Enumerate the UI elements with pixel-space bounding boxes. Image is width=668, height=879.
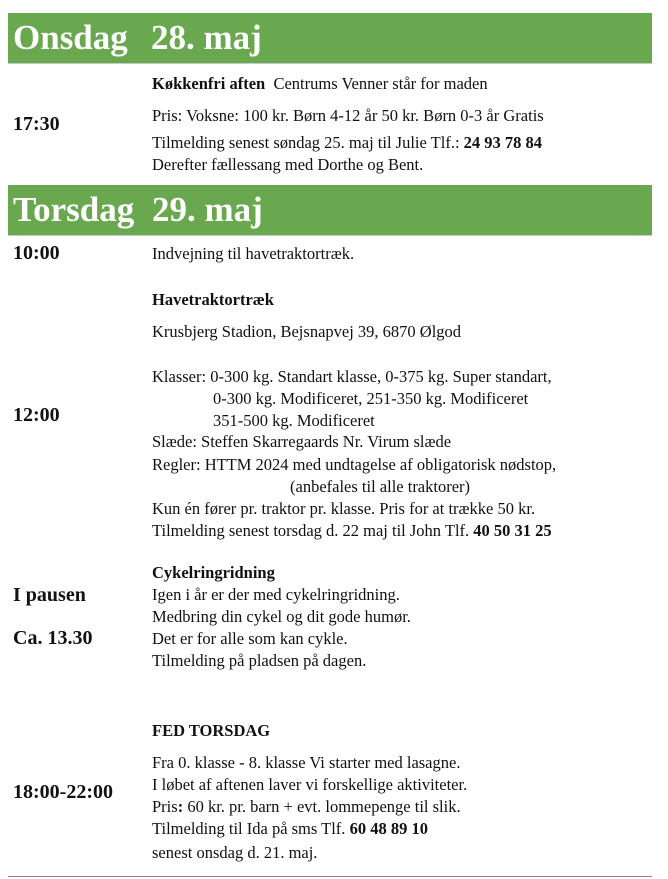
event-price-line (152, 796, 461, 818)
event-line: Igen i år er der med cykelringridning. (152, 585, 400, 604)
event-signup: Tilmelding til Ida på sms Tlf. (152, 819, 346, 838)
event-line: Medbring din cykel og dit gode humør. (152, 607, 411, 626)
event-line: Fra 0. klasse - 8. klasse Vi starter med lasagne. (152, 753, 461, 772)
phone-number: 24 93 78 84 (463, 133, 543, 152)
day-header-wednesday (8, 13, 652, 63)
divider (8, 63, 652, 64)
event-address: Krusbjerg Stadion, Bejsnapvej 39, 6870 Ølgod (152, 322, 462, 341)
event-line: Tilmelding på pladsen på dagen. (152, 651, 367, 670)
price-label: Pris (152, 797, 178, 816)
event-time: 18:00-22:00 (13, 781, 113, 803)
day-name: Onsdag (13, 18, 128, 57)
event-driver: Kun én fører pr. traktor pr. klasse. Pris for at trække 50 kr. (152, 499, 536, 518)
event-signup: Tilmelding senest torsdag d. 22 maj til John Tlf. (152, 521, 470, 540)
event-time: 10:00 (13, 242, 60, 264)
event-time: Ca. 13.30 (13, 627, 93, 649)
event-classes-line: 351-500 kg. Modificeret (213, 411, 375, 430)
event-sled: Slæde: Steffen Skarregaards Nr. Virum slæde (152, 432, 452, 451)
phone-number: 40 50 31 25 (473, 521, 552, 540)
event-price: Pris: Voksne: 100 kr. Børn 4-12 år 50 kr. Børn 0-3 år Gratis (152, 106, 544, 125)
event-title: Cykelringridning (152, 563, 275, 582)
event-classes-line: 0-300 kg. Modificeret, 251-350 kg. Modificeret (213, 389, 529, 408)
event-signup-line (152, 132, 542, 154)
event-classes-line: Klasser: 0-300 kg. Standart klasse, 0-375 kg. Super standart, (152, 367, 552, 386)
price-text: 60 kr. pr. barn + evt. lommepenge til slik. (183, 797, 461, 816)
event-time: 17:30 (13, 113, 60, 135)
price-colon: : (177, 797, 184, 816)
event-title: Havetraktortræk (152, 290, 274, 309)
event-signup-line (152, 818, 428, 840)
event-signup-line (152, 520, 552, 542)
day-date: 28. maj (151, 18, 262, 57)
event-after: Derefter fællessang med Dorthe og Bent. (152, 155, 424, 174)
event-line: Det er for alle som kan cykle. (152, 629, 348, 648)
day-header-thursday (8, 185, 652, 235)
event-time: 12:00 (13, 404, 60, 426)
event-title-rest: Centrums Venner står for maden (273, 74, 488, 93)
event-time: I pausen (13, 584, 86, 606)
event-signup: Tilmelding senest søndag 25. maj til Julie Tlf.: (152, 133, 460, 152)
event-title: FED TORSDAG (152, 721, 271, 740)
bottom-divider (8, 876, 652, 877)
divider (8, 235, 652, 236)
event-deadline: senest onsdag d. 21. maj. (152, 843, 318, 862)
phone-number: 60 48 89 10 (349, 819, 428, 838)
event-title: Køkkenfri aften (152, 74, 266, 93)
day-date: 29. maj (152, 190, 263, 229)
event-title-line (152, 73, 488, 95)
event-rules-note: (anbefales til alle traktorer) (290, 477, 471, 496)
event-rules: Regler: HTTM 2024 med undtagelse af obligatorisk nødstop, (152, 455, 557, 474)
day-name: Torsdag (13, 190, 135, 229)
event-line: I løbet af aftenen laver vi forskellige aktiviteter. (152, 775, 468, 794)
event-text: Indvejning til havetraktortræk. (152, 244, 355, 263)
